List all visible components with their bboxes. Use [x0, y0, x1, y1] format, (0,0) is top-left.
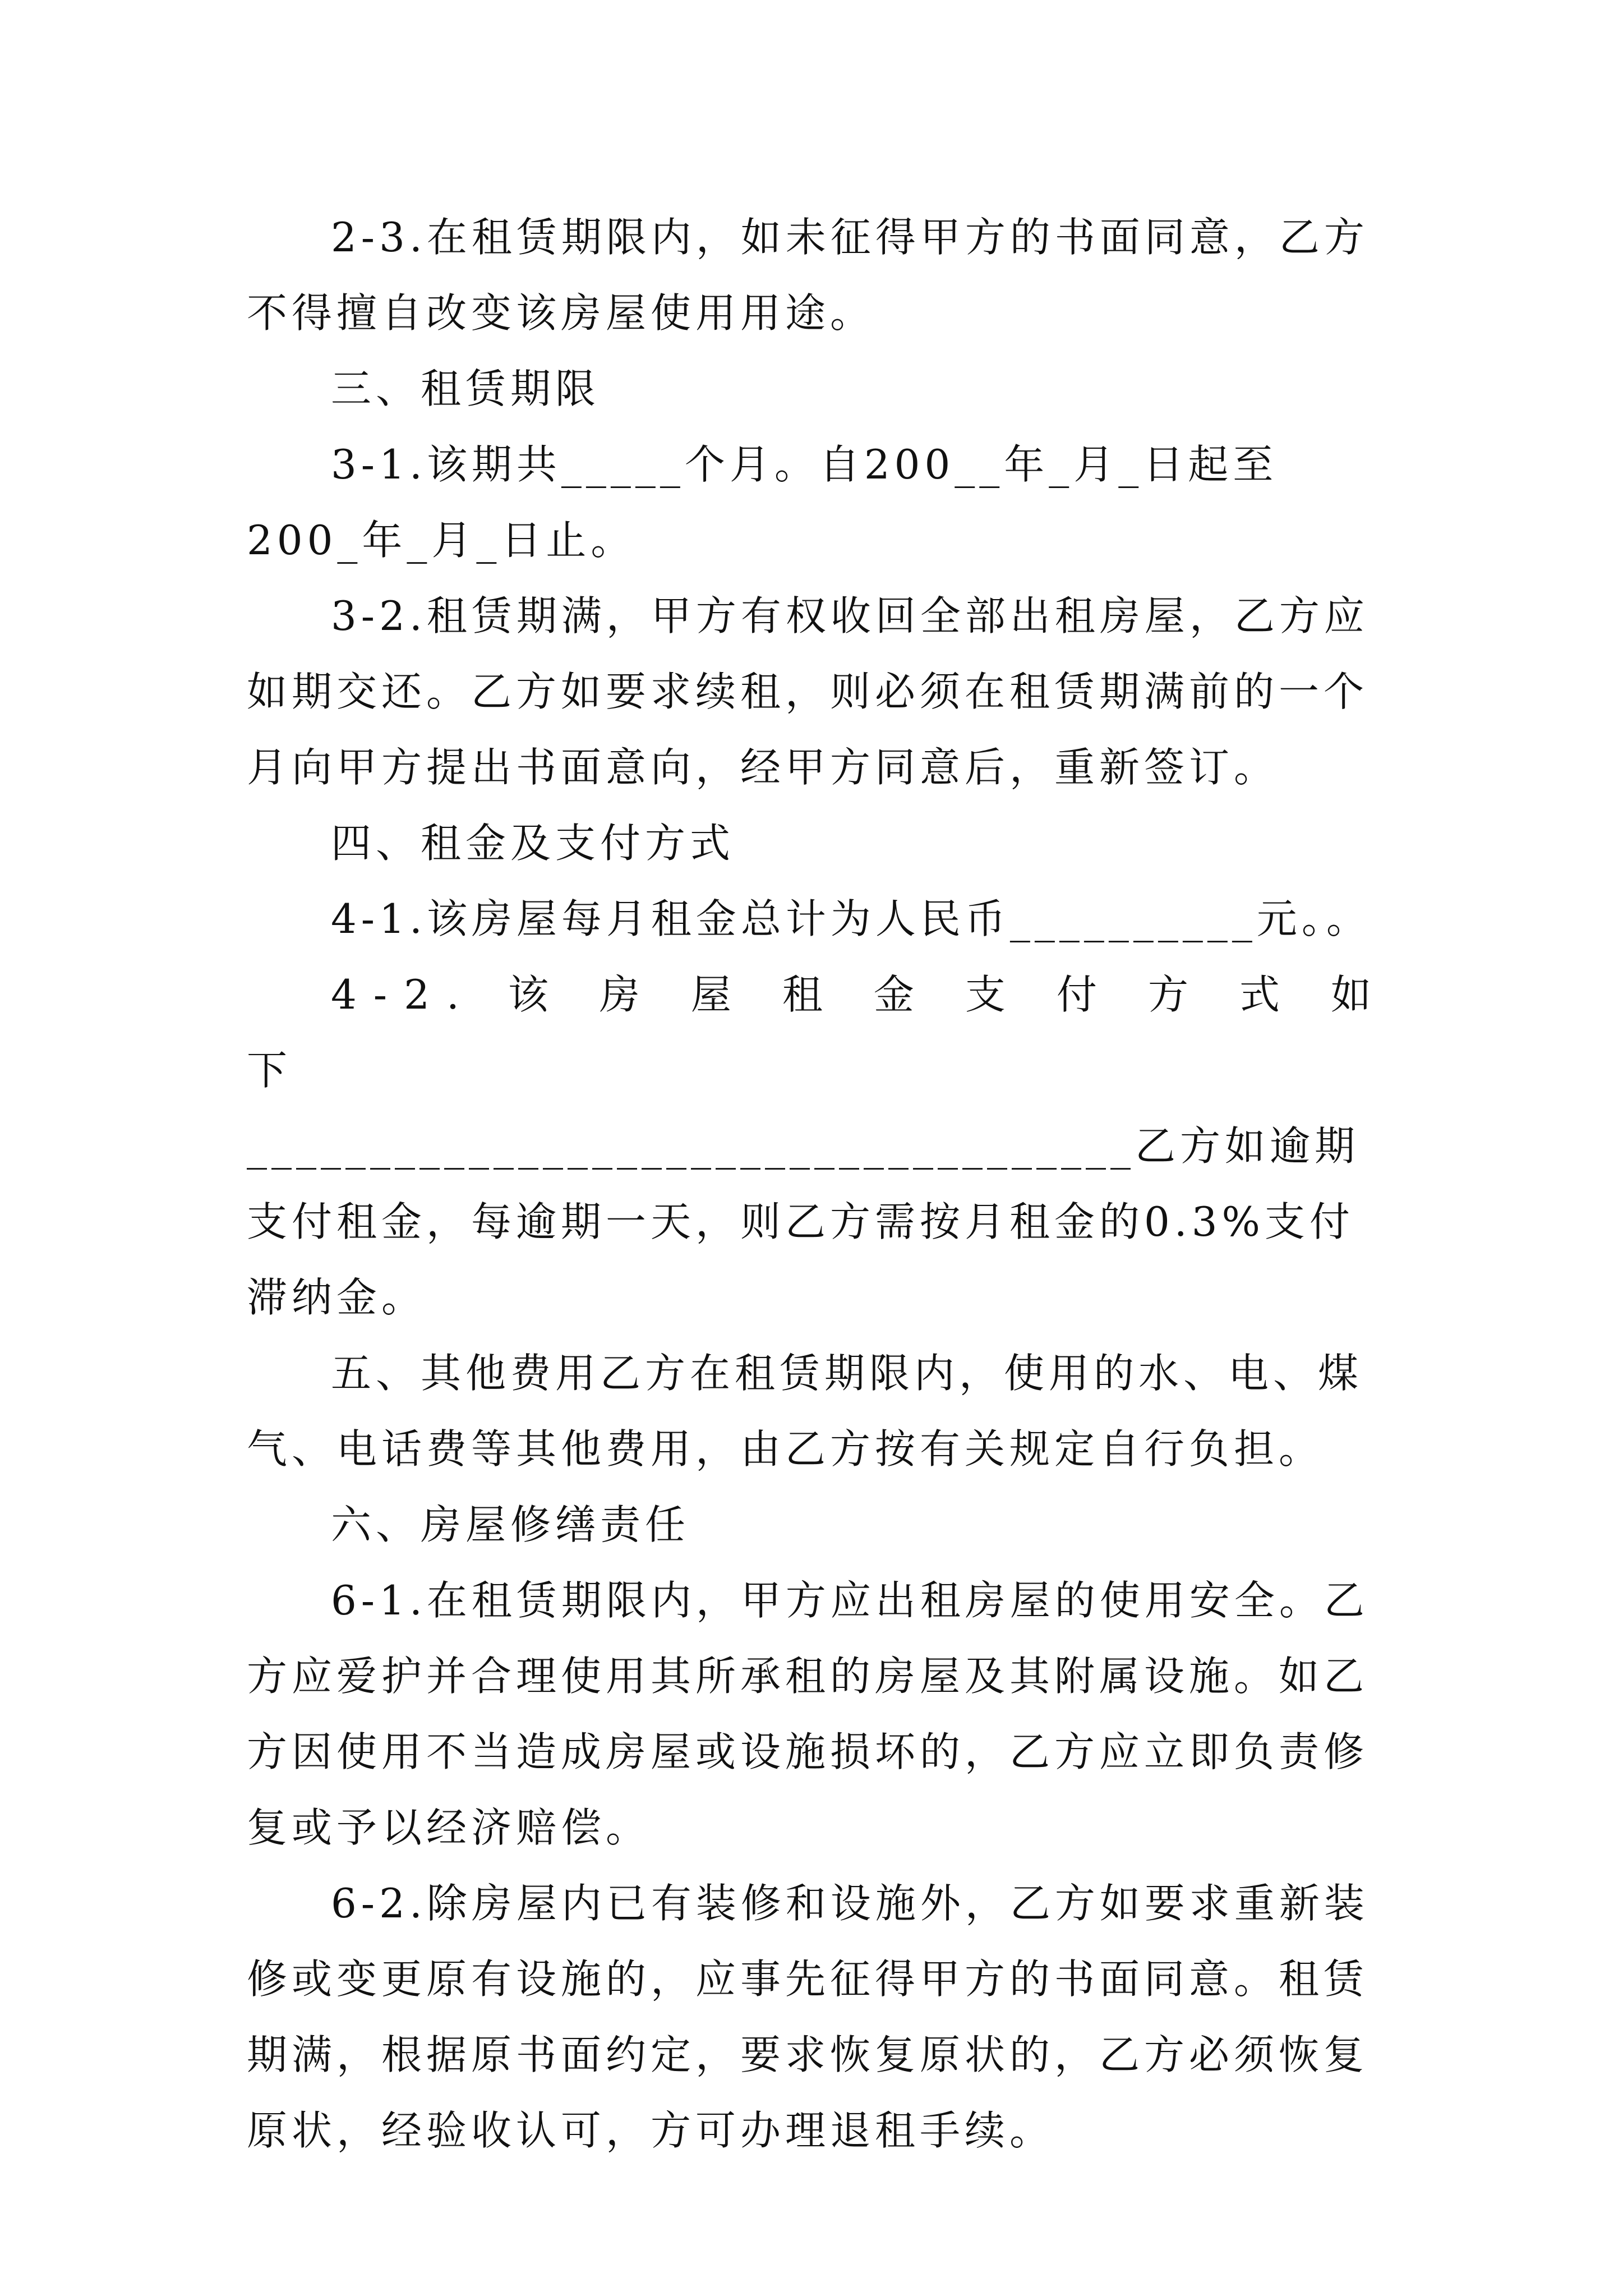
- section-heading-rent-payment: 四、租金及支付方式: [331, 820, 735, 867]
- section-heading-repair: 六、房屋修缮责任: [331, 1501, 690, 1548]
- clause-3-2: 3-2.租赁期满，甲方有权收回全部出租房屋，乙方应如期交还。乙方如要求续租，则必须在租赁期满前的一个月向甲方提出书面意向，经甲方同意后，重新签订。: [247, 592, 1369, 791]
- section-other-fees: 五、其他费用乙方在租赁期限内，使用的水、电、煤气、电话费等其他费用，由乙方按有关规定自行负担。: [247, 1350, 1363, 1473]
- document-body: [247, 200, 1388, 2169]
- clause-4-1: 4-1.该房屋每月租金总计为人民币__________元。。: [331, 895, 1371, 942]
- clause-4-2-heading: 4-2. 该 房 屋 租 金 支 付 方 式 如 下: [247, 971, 1388, 1094]
- clause-4-2-body: ____________________________________乙方如逾期支付租金，每逾期一天，则乙方需按月租金的0.3%支付滞纳金。: [247, 1122, 1360, 1321]
- section-heading-lease-term: 三、租赁期限: [331, 365, 601, 412]
- clause-6-2: 6-2.除房屋内已有装修和设施外，乙方如要求重新装修或变更原有设施的，应事先征得甲方的书面同意。租赁期满，根据原书面约定，要求恢复原状的，乙方必须恢复原状，经验收认可，方可办理退租手续。: [247, 1880, 1369, 2154]
- clause-3-1: 3-1.该期共_____个月。自200__年_月_日起至200_年_月_日止。: [247, 441, 1278, 564]
- clause-2-3: 2-3.在租赁期限内，如未征得甲方的书面同意，乙方不得擅自改变该房屋使用用途。: [247, 214, 1369, 337]
- clause-6-1: 6-1.在租赁期限内，甲方应出租房屋的使用安全。乙方应爱护并合理使用其所承租的房屋及其附属设施。如乙方因使用不当造成房屋或设施损坏的，乙方应立即负责修复或予以经济赔偿。: [247, 1577, 1369, 1851]
